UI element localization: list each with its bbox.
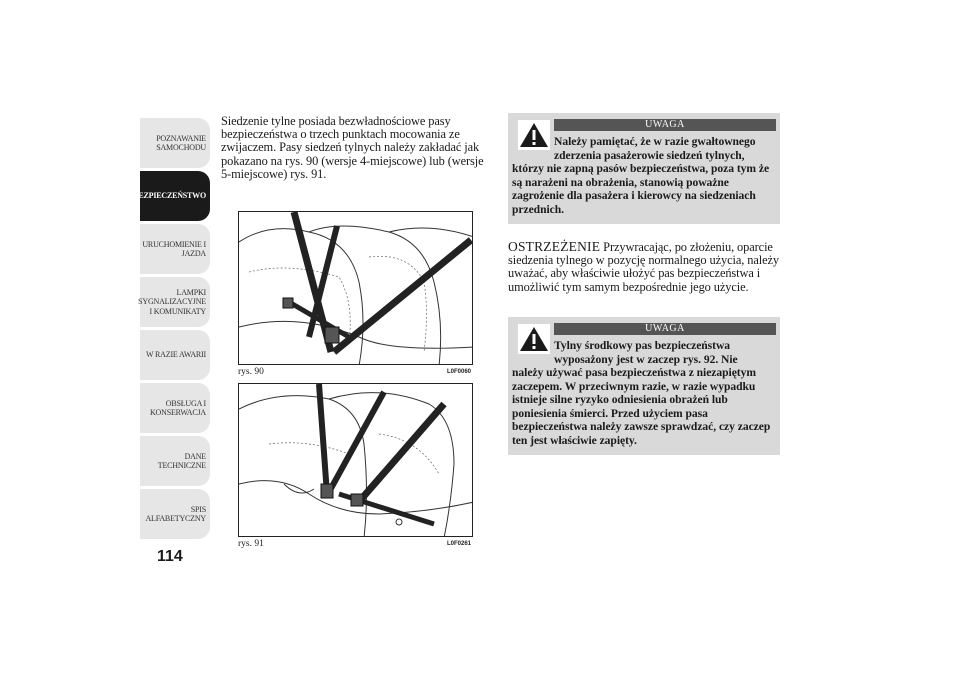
intro-paragraph: Siedzenie tylne posiada bezwładnościowe pasy bezpieczeństwa o trzech punktach mocowania ze zwijaczem. Pasy siedzeń tylnych należy zakładać jak pokazano na rys. 90 (wersje 4-miejscowe) lub (wersje 5-miejscowe) rys. 91. [221, 114, 484, 181]
tab-lampki-sygnalizacyjne[interactable]: LAMPKI SYGNALIZACYJNE I KOMUNIKATY [140, 277, 210, 327]
warning-box-center-belt [508, 317, 780, 455]
tab-spis-alfabetyczny[interactable]: SPIS ALFABETYCZNY [140, 489, 210, 539]
tab-poznawanie-samochodu[interactable]: POZNAWANIE SAMOCHODU [140, 118, 210, 168]
figure-90-code: L0F0060 [446, 369, 471, 375]
figure-91-illustration [238, 383, 473, 537]
warning-heading: UWAGA [554, 323, 776, 335]
warning-triangle-icon [518, 324, 550, 354]
warning-triangle-icon [518, 120, 550, 150]
warning-text-rest: należy używać pasa bezpieczeństwa z niezapiętym zaczepem. W przeciwnym razie, w razie wypadku istnieje silne ryzyko odniesienia obrażeń lub poniesienia śmierci. Przed użyciem pasa bezpieczeństwa należy zawsze sprawdzać, czy zaczep ten jest właściwie zapięty. [512, 366, 771, 447]
figure-90 [238, 211, 473, 377]
figure-91 [238, 383, 473, 549]
tab-w-razie-awarii[interactable]: W RAZIE AWARII [140, 330, 210, 380]
warning-text [512, 339, 776, 447]
warning-text [512, 135, 776, 216]
warning-heading: UWAGA [554, 119, 776, 131]
warning-text-first-lines: Należy pamiętać, że w razie gwałtownego zderzenia pasażerowie siedzeń tylnych, [554, 135, 756, 162]
figure-90-caption: rys. 90 [238, 367, 264, 377]
warning-text-rest: którzy nie zapną pasów bezpieczeństwa, poza tym że są narażeni na obrażenia, stanowią poważne zagrożenie dla pasażera i kierowcy na siedzeniach przednich. [512, 162, 770, 216]
warning-box-rear-passengers [508, 113, 780, 224]
note-lead: OSTRZEŻENIE [508, 239, 601, 254]
tab-uruchomienie-i-jazda[interactable]: URUCHOMIENIE I JAZDA [140, 224, 210, 274]
tab-dane-techniczne[interactable]: DANE TECHNICZNE [140, 436, 210, 486]
figure-91-code: L0F0261 [446, 541, 471, 547]
warning-text-first-lines: Tylny środkowy pas bezpieczeństwa wyposażony jest w zaczep rys. 92. Nie [554, 339, 738, 366]
note-text: Przywracając, po złożeniu, oparcie siedzenia tylnego w pozycję normalnego użycia, należy uważać, aby właściwie ułożyć pas bezpieczeństwa i umożliwić tym samym bezpośrednie jego użycie. [508, 240, 779, 294]
figure-91-caption: rys. 91 [238, 539, 264, 549]
tab-obsluga-i-konserwacja[interactable]: OBSŁUGA I KONSERWACJA [140, 383, 210, 433]
tab-bezpieczenstwo[interactable]: BEZPIECZEŃSTWO [140, 171, 210, 221]
note-paragraph [508, 240, 780, 294]
page-number: 114 [157, 548, 183, 565]
figure-90-illustration [238, 211, 473, 365]
